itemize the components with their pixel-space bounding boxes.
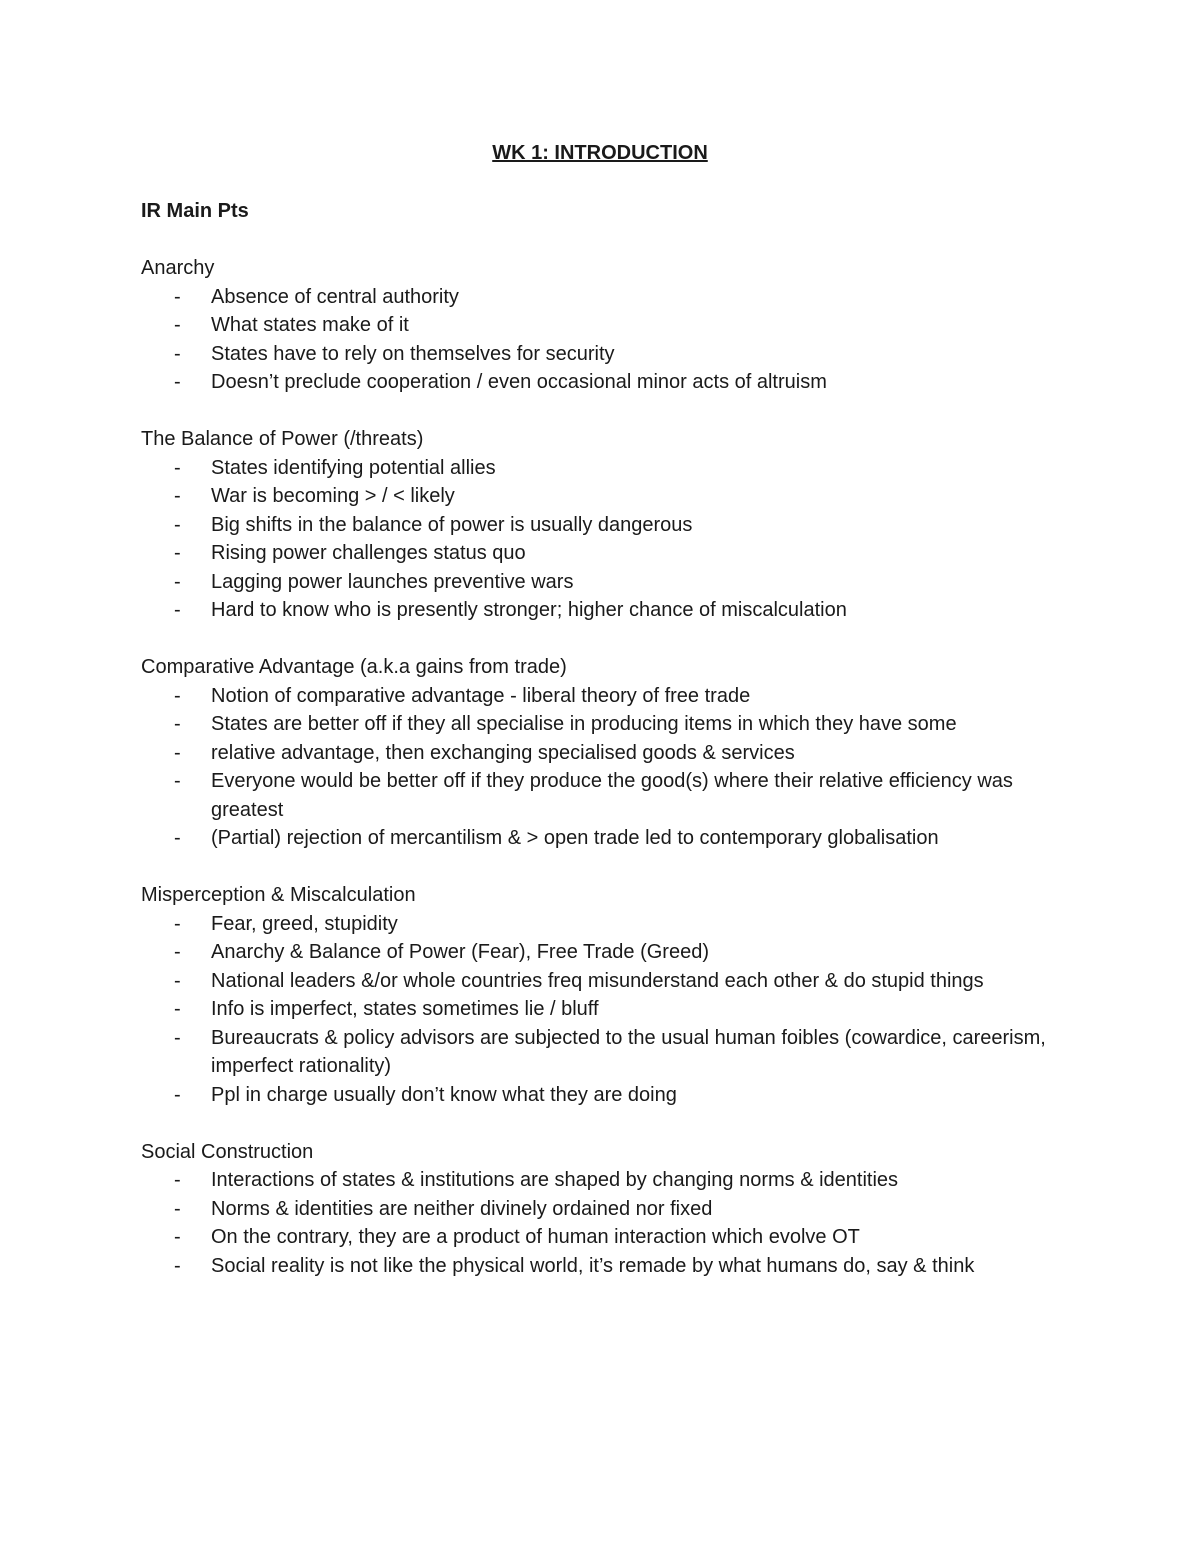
bullet-dash: - (174, 570, 181, 593)
section (141, 881, 1071, 1138)
bullet-text: (Partial) rejection of mercantilism & > open trade led to contemporary globalisation (211, 827, 939, 849)
bullet-text: What states make of it (211, 314, 409, 336)
bullet-text: Everyone would be better off if they produce the good(s) where their relative efficiency was greatest (211, 770, 1013, 821)
bullet-text: Absence of central authority (211, 285, 459, 308)
bullet-text: Fear, greed, stupidity (211, 912, 398, 935)
spacer (141, 625, 1071, 654)
bullet-list (141, 283, 1071, 397)
bullet-text: Doesn’t preclude cooperation / even occasional minor acts of altruism (211, 371, 827, 393)
bullet-dash: - (174, 314, 181, 336)
bullet-item (141, 511, 1071, 540)
bullet-dash: - (174, 941, 181, 963)
bullet-item (141, 1024, 1071, 1081)
bullet-dash: - (174, 770, 181, 792)
bullet-text: States are better off if they all specialise in producing items in which they have some (211, 713, 957, 735)
bullet-dash: - (174, 1083, 181, 1106)
bullet-item (141, 1223, 1071, 1252)
bullet-text: Notion of comparative advantage - liberal theory of free trade (211, 684, 751, 707)
bullet-item (141, 368, 1071, 397)
page-title (0, 139, 1200, 167)
bullet-item (141, 995, 1071, 1024)
section (141, 425, 1071, 653)
bullet-text: relative advantage, then exchanging specialised goods & services (211, 741, 795, 764)
bullet-text: Rising power challenges status quo (211, 542, 526, 564)
bullet-text: Lagging power launches preventive wars (211, 570, 574, 593)
bullet-item (141, 938, 1071, 967)
bullet-list (141, 682, 1071, 853)
bullet-dash: - (174, 969, 181, 992)
bullet-dash: - (174, 456, 181, 479)
bullet-dash: - (174, 827, 181, 849)
bullet-item (141, 682, 1071, 711)
section-title: Comparative Advantage (a.k.a gains from trade) (141, 656, 567, 678)
bullet-item (141, 710, 1071, 739)
bullet-item (141, 340, 1071, 369)
bullet-item (141, 568, 1071, 597)
bullet-text: Info is imperfect, states sometimes lie / bluff (211, 998, 599, 1020)
spacer (141, 1109, 1071, 1138)
spacer (141, 226, 1071, 255)
bullet-dash: - (174, 285, 181, 308)
bullet-item (141, 283, 1071, 312)
spacer (141, 397, 1071, 426)
bullet-text: National leaders &/or whole countries freq misunderstand each other & do stupid things (211, 969, 984, 992)
bullet-item (141, 311, 1071, 340)
bullet-dash: - (174, 1026, 181, 1049)
bullet-list (141, 910, 1071, 1110)
bullet-text: States identifying potential allies (211, 456, 496, 479)
bullet-text: Hard to know who is presently stronger; higher chance of miscalculation (211, 599, 847, 621)
subheading: IR Main Pts (141, 200, 249, 222)
section (141, 1138, 1071, 1281)
bullet-text: Big shifts in the balance of power is usually dangerous (211, 513, 693, 536)
bullet-text: Bureaucrats & policy advisors are subjected to the usual human foibles (cowardice, careerism, imperfect rationality) (211, 1026, 1046, 1077)
bullet-dash: - (174, 513, 181, 536)
bullet-item (141, 1081, 1071, 1110)
sections-container (141, 254, 1071, 1280)
bullet-item (141, 824, 1071, 853)
bullet-item (141, 482, 1071, 511)
bullet-dash: - (174, 684, 181, 707)
bullet-text: Norms & identities are neither divinely ordained nor fixed (211, 1197, 713, 1220)
section (141, 653, 1071, 881)
bullet-dash: - (174, 998, 181, 1020)
bullet-item (141, 539, 1071, 568)
bullet-text: Interactions of states & institutions are shaped by changing norms & identities (211, 1169, 899, 1191)
page-title-text: WK 1: INTRODUCTION (492, 142, 708, 164)
bullet-dash: - (174, 342, 181, 365)
bullet-item (141, 1195, 1071, 1224)
bullet-list (141, 454, 1071, 625)
section (141, 254, 1071, 425)
bullet-dash: - (174, 1226, 181, 1248)
section-title: Anarchy (141, 257, 215, 279)
bullet-text: Anarchy & Balance of Power (Fear), Free Trade (Greed) (211, 941, 709, 963)
bullet-list (141, 1166, 1071, 1280)
bullet-item (141, 910, 1071, 939)
bullet-dash: - (174, 1169, 181, 1191)
bullet-text: States have to rely on themselves for security (211, 342, 615, 365)
bullet-dash: - (174, 542, 181, 564)
bullet-dash: - (174, 599, 181, 621)
bullet-dash: - (174, 485, 181, 507)
section-title: The Balance of Power (/threats) (141, 428, 424, 450)
bullet-text: On the contrary, they are a product of human interaction which evolve OT (211, 1226, 860, 1248)
spacer (141, 853, 1071, 882)
bullet-dash: - (174, 1197, 181, 1220)
bullet-item (141, 739, 1071, 768)
bullet-dash: - (174, 713, 181, 735)
bullet-item (141, 1166, 1071, 1195)
bullet-item (141, 454, 1071, 483)
bullet-text: War is becoming > / < likely (211, 485, 455, 507)
bullet-text: Social reality is not like the physical world, it’s remade by what humans do, say & think (211, 1254, 975, 1277)
bullet-text: Ppl in charge usually don’t know what they are doing (211, 1083, 677, 1106)
bullet-item (141, 596, 1071, 625)
bullet-dash: - (174, 1254, 181, 1277)
bullet-item (141, 1252, 1071, 1281)
section-title: Misperception & Miscalculation (141, 884, 416, 906)
bullet-dash: - (174, 912, 181, 935)
section-title: Social Construction (141, 1140, 314, 1163)
bullet-dash: - (174, 371, 181, 393)
document-body (141, 197, 1071, 1280)
bullet-item (141, 767, 1071, 824)
bullet-dash: - (174, 741, 181, 764)
bullet-item (141, 967, 1071, 996)
